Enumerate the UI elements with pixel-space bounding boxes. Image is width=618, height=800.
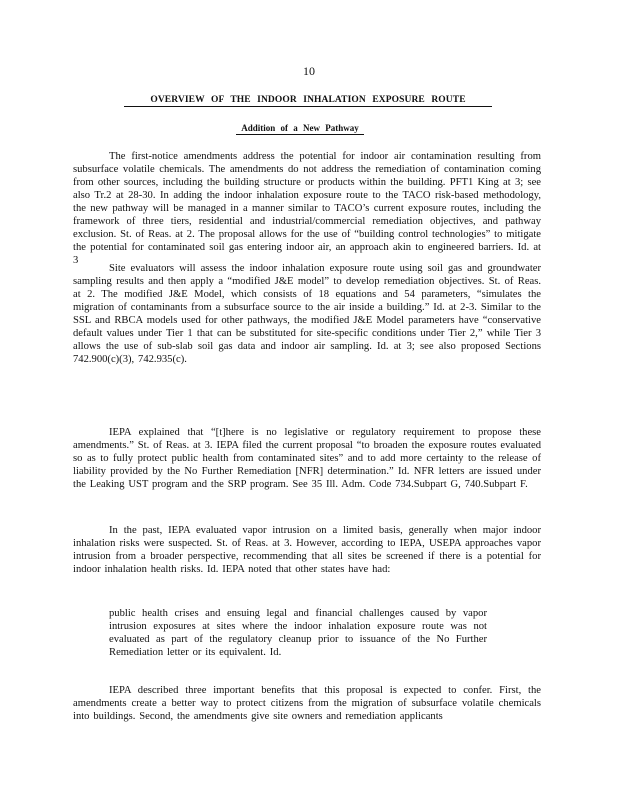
section-heading: OVERVIEW OF THE INDOOR INHALATION EXPOSURE ROUTE (124, 95, 492, 107)
paragraph-text: The first-notice amendments address the potential for indoor air contamination resulting from subsurface volatile chemicals. The amendments do not address the remediation of contamination coming from other sources, including the building structure or products within the building. PFT1 King at 3; see also Tr.2 at 28-30. In adding the indoor inhalation exposure route to the TACO risk-based methodology, the new pathway will be managed in a manner similar to TACO’s current exposure routes, including the framework of three tiers, residential and industrial/commercial remediation objectives, and pathway exclusion. St. of Reas. at 2. The proposal allows for the use of “building control technologies” to mitigate the potential for contaminated soil gas entering indoor air, an approach akin to engineered barriers. Id. at 3 (73, 151, 541, 266)
body-paragraph-4 (73, 524, 541, 591)
quote-text: public health crises and ensuing legal and financial challenges caused by vapor intrusion exposures at sites where the indoor inhalation exposure route was not evaluated as part of the regulatory cleanup prior to issuance of the No Further Remediation letter or its equivalent. Id. (109, 608, 487, 658)
paragraph-text: Site evaluators will assess the indoor inhalation exposure route using soil gas and groundwater sampling results and then apply a “modified J&E model” to develop remediation objectives. St. of Reas. at 2. The modified J&E Model, which consists of 18 equations and 54 parameters, “simulates the migration of contaminants from a subsurface source to the air inside a building.” Id. at 2-3. Similar to the SSL and RBCA models used for other pathways, the modified J&E Model parameters have “conservative default values under Tier 1 that can be substituted for site-specific conditions under Tier 2,” while Tier 3 allows the use of sub-slab soil gas data and indoor air sampling. Id. at 3; see also proposed Sections 742.900(c)(3), 742.935(c). (73, 263, 541, 365)
section-subheading: Addition of a New Pathway (236, 123, 364, 135)
body-paragraph-5 (73, 684, 541, 738)
paragraph-text: In the past, IEPA evaluated vapor intrusion on a limited basis, generally when major indoor inhalation risks were suspected. St. of Reas. at 3. However, according to IEPA, USEPA approaches vapor intrusion from a broader perspective, recommending that all sites be screened if there is a potential for indoor inhalation health risks. Id. IEPA noted that other states have had: (73, 525, 541, 575)
body-paragraph-2 (73, 262, 541, 381)
body-paragraph-3 (73, 426, 541, 506)
paragraph-text: IEPA described three important benefits that this proposal is expected to confer. First, the amendments create a better way to protect citizens from the migration of subsurface volatile chemicals into buildings. Second, the amendments give site owners and remediation applicants (73, 685, 541, 722)
block-quote (109, 607, 487, 659)
paragraph-text: IEPA explained that “[t]here is no legislative or regulatory requirement to propose these amendments.” St. of Reas. at 3. IEPA filed the current proposal “to broaden the exposure routes evaluated so as to fully protect public health from contaminated sites” and to add more certainty to the release of liability provided by the No Further Remediation [NFR] determination.” Id. NFR letters are issued under the Leaking UST program and the SRP program. See 35 Ill. Adm. Code 734.Subpart G, 740.Subpart F. (73, 427, 541, 490)
page-number: 10 (303, 64, 315, 78)
